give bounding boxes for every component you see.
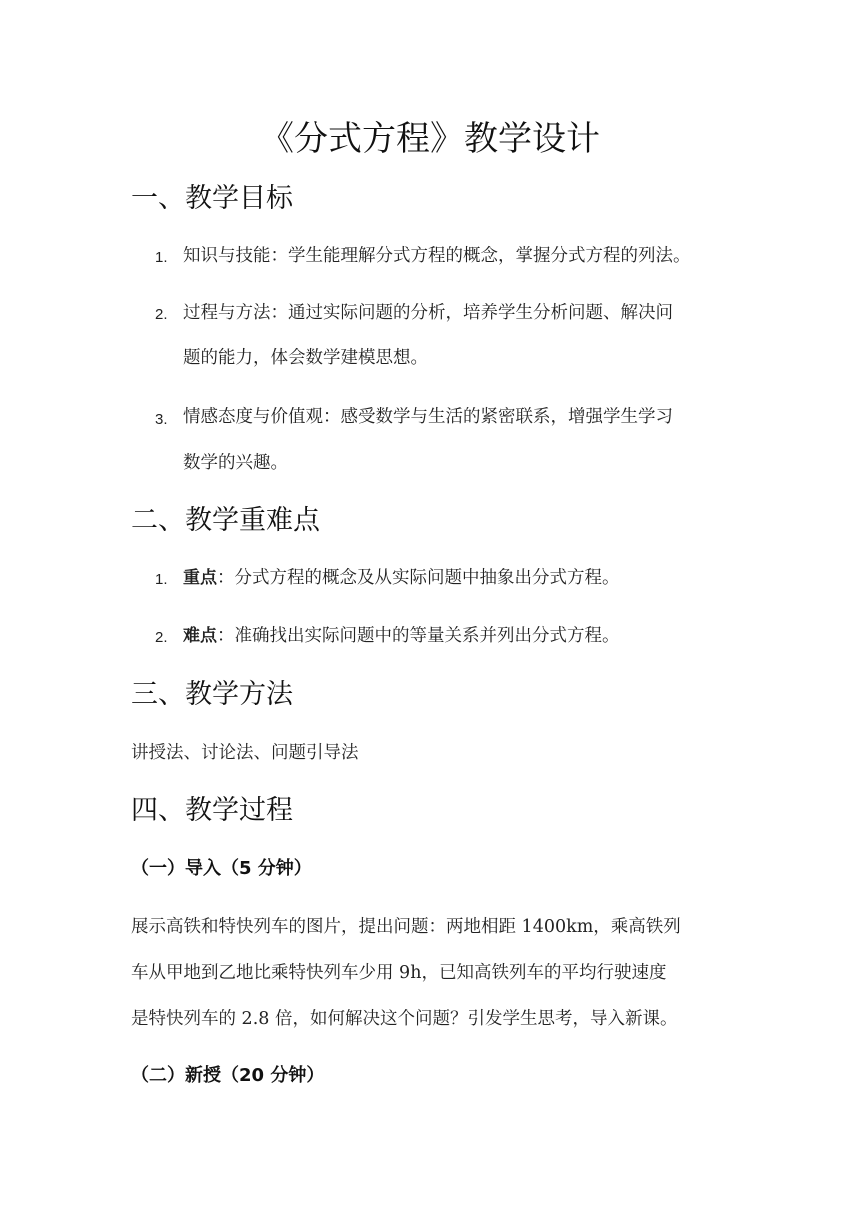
- goal-number-1: 1.: [155, 249, 168, 266]
- teaching-methods-text: 讲授法、讨论法、问题引导法: [131, 743, 359, 763]
- key-point-2: [183, 621, 620, 651]
- goal-item-2-line-2: 题的能力，体会数学建模思想。: [183, 348, 428, 368]
- new-lesson-subheading: （二）新授（20 分钟）: [131, 1065, 325, 1086]
- goal-number-2: 2.: [155, 306, 168, 323]
- key-point-2-label: 难点: [183, 626, 217, 646]
- key-point-number-2: 2.: [155, 629, 168, 646]
- section-heading-key-points: 二、教学重难点: [131, 505, 320, 536]
- key-point-1: [183, 563, 620, 593]
- goal-item-1-line-1: 知识与技能：学生能理解分式方程的概念，掌握分式方程的列法。: [183, 246, 691, 266]
- goal-item-3-line-2: 数学的兴趣。: [183, 453, 288, 473]
- goal-item-2-line-1: 过程与方法：通过实际问题的分析，培养学生分析问题、解决问: [183, 303, 673, 323]
- document-title: 《分式方程》教学设计: [260, 119, 600, 159]
- intro-subheading: （一）导入（5 分钟）: [131, 858, 312, 879]
- goal-number-3: 3.: [155, 411, 168, 428]
- key-point-2-text: 准确找出实际问题中的等量关系并列出分式方程。: [234, 626, 620, 646]
- intro-paragraph-line-2: 车从甲地到乙地比乘特快列车少用 9h，已知高铁列车的平均行驶速度: [131, 963, 667, 983]
- section-heading-methods: 三、教学方法: [131, 679, 293, 710]
- intro-paragraph-line-3: 是特快列车的 2.8 倍，如何解决这个问题？引发学生思考，导入新课。: [131, 1009, 678, 1029]
- key-point-1-label: 重点: [183, 568, 217, 588]
- intro-paragraph-line-1: 展示高铁和特快列车的图片，提出问题：两地相距 1400km，乘高铁列: [131, 917, 681, 937]
- goal-item-3-line-1: 情感态度与价值观：感受数学与生活的紧密联系，增强学生学习: [183, 407, 673, 427]
- key-point-number-1: 1.: [155, 571, 168, 588]
- section-heading-process: 四、教学过程: [131, 795, 293, 826]
- key-point-2-separator: ：: [217, 626, 235, 646]
- key-point-1-text: 分式方程的概念及从实际问题中抽象出分式方程。: [234, 568, 620, 588]
- section-heading-goals: 一、教学目标: [131, 183, 293, 214]
- key-point-1-separator: ：: [217, 568, 235, 588]
